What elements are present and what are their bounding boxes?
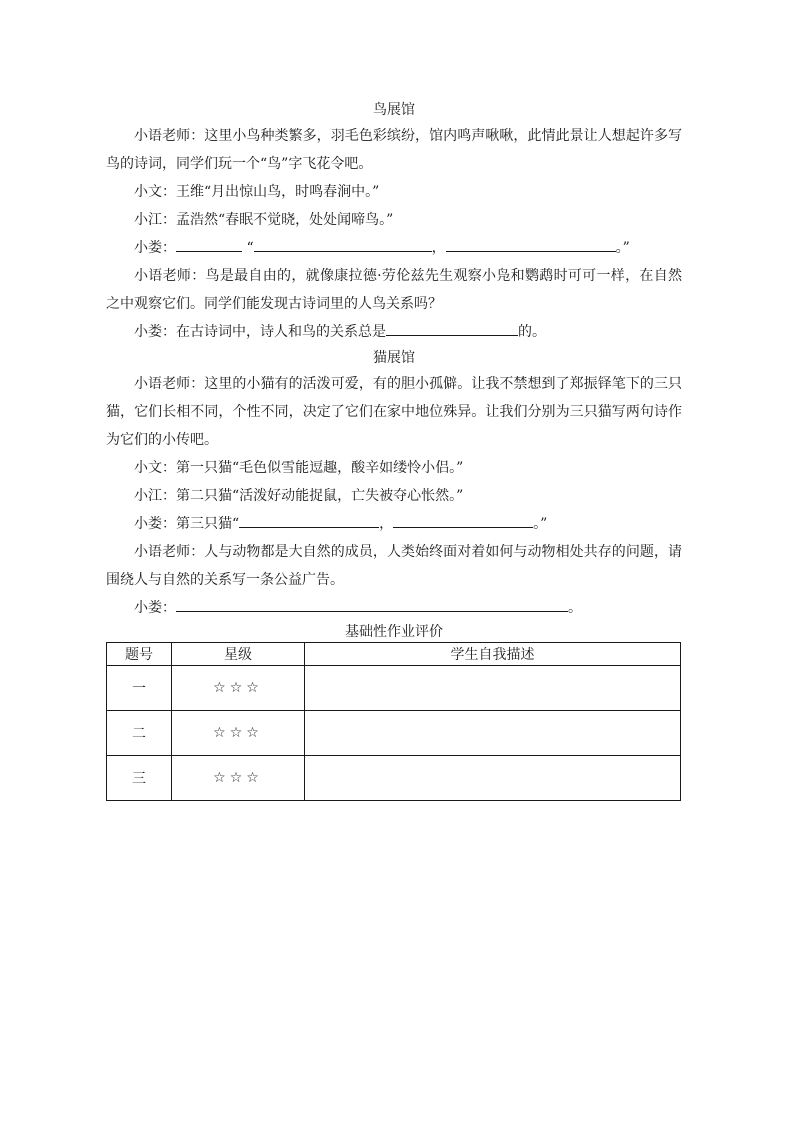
ad-suffix: 。 bbox=[568, 600, 582, 616]
table-row bbox=[107, 756, 681, 801]
bird-xiaolou-prefix: 小娄： bbox=[134, 240, 176, 256]
bird-answer-prefix: 小娄：在古诗词中，诗人和鸟的关系总是 bbox=[134, 324, 386, 340]
star-rating[interactable]: ☆☆☆ bbox=[172, 756, 305, 801]
evaluation-table bbox=[106, 642, 681, 801]
row-number: 一 bbox=[107, 666, 172, 711]
bird-section-title: 鸟展馆 bbox=[373, 102, 415, 118]
quote-open: “ bbox=[246, 240, 254, 256]
poet-name-blank[interactable] bbox=[176, 237, 242, 252]
public-ad-blank[interactable] bbox=[176, 597, 568, 612]
evaluation-header-row bbox=[107, 643, 681, 666]
bird-xiaolou-answer-line bbox=[106, 318, 682, 346]
row-number: 二 bbox=[107, 711, 172, 756]
poem-line-2-blank[interactable] bbox=[446, 237, 616, 252]
cat-teacher-ad: 小语老师：人与动物都是大自然的成员，人类始终面对着如何与动物相处共存的问题，请围绕人与自然的关系写一条公益广告。 bbox=[106, 544, 682, 588]
comma: ， bbox=[379, 516, 394, 532]
bird-answer-suffix: 的。 bbox=[518, 324, 546, 340]
row-number: 三 bbox=[107, 756, 172, 801]
table-row bbox=[107, 666, 681, 711]
bird-xiaojiang-line: 小江：孟浩然“春眠不觉晓，处处闻啼鸟。” bbox=[134, 212, 394, 228]
self-description-cell[interactable] bbox=[305, 666, 681, 711]
header-self-description: 学生自我描述 bbox=[305, 643, 681, 666]
self-description-cell[interactable] bbox=[305, 711, 681, 756]
ad-prefix: 小娄： bbox=[134, 600, 176, 616]
cat-xiaolou-ad-line bbox=[106, 594, 682, 622]
bird-xiaolou-line bbox=[106, 234, 682, 262]
cat-xiaolou-line bbox=[106, 510, 682, 538]
cat-xiaowen-line: 小文：第一只猫“毛色似雪能逗趣，酸辛如缕怜小侣。” bbox=[134, 460, 464, 476]
cat-section-title: 猫展馆 bbox=[373, 350, 415, 366]
poem-line-1-blank[interactable] bbox=[254, 237, 432, 252]
self-description-cell[interactable] bbox=[305, 756, 681, 801]
star-rating[interactable]: ☆☆☆ bbox=[172, 666, 305, 711]
header-stars: 星级 bbox=[172, 643, 305, 666]
cat-xiaojiang-line: 小江：第二只猫“活泼好动能捉鼠，亡失被夺心怅然。” bbox=[134, 488, 464, 504]
quote-close: 。” bbox=[533, 516, 548, 532]
cat-poem-line-2-blank[interactable] bbox=[393, 513, 533, 528]
header-number: 题号 bbox=[107, 643, 172, 666]
evaluation-title: 基础性作业评价 bbox=[345, 624, 443, 640]
bird-teacher-intro: 小语老师：这里小鸟种类繁多，羽毛色彩缤纷，馆内鸣声啾啾，此情此景让人想起许多写鸟的诗词，同学们玩一个“鸟”字飞花令吧。 bbox=[106, 128, 682, 172]
comma: ， bbox=[431, 240, 446, 256]
relationship-blank[interactable] bbox=[386, 321, 518, 336]
cat-xiaolou-prefix: 小娄：第三只猫“ bbox=[134, 516, 240, 532]
bird-xiaowen-line: 小文：王维“月出惊山鸟，时鸣春涧中。” bbox=[134, 184, 380, 200]
star-rating[interactable]: ☆☆☆ bbox=[172, 711, 305, 756]
table-row bbox=[107, 711, 681, 756]
bird-teacher-question: 小语老师：鸟是最自由的，就像康拉德·劳伦兹先生观察小凫和鹦鹉时可可一样，在自然之中观察它们。同学们能发现古诗词里的人鸟关系吗？ bbox=[106, 268, 682, 312]
quote-close: 。” bbox=[615, 240, 630, 256]
cat-poem-line-1-blank[interactable] bbox=[239, 513, 379, 528]
cat-teacher-intro: 小语老师：这里的小猫有的活泼可爱，有的胆小孤僻。让我不禁想到了郑振铎笔下的三只猫，它们长相不同，个性不同，决定了它们在家中地位殊异。让我们分别为三只猫写两句诗作为它们的小传吧。 bbox=[106, 376, 682, 448]
worksheet-content bbox=[106, 98, 682, 801]
